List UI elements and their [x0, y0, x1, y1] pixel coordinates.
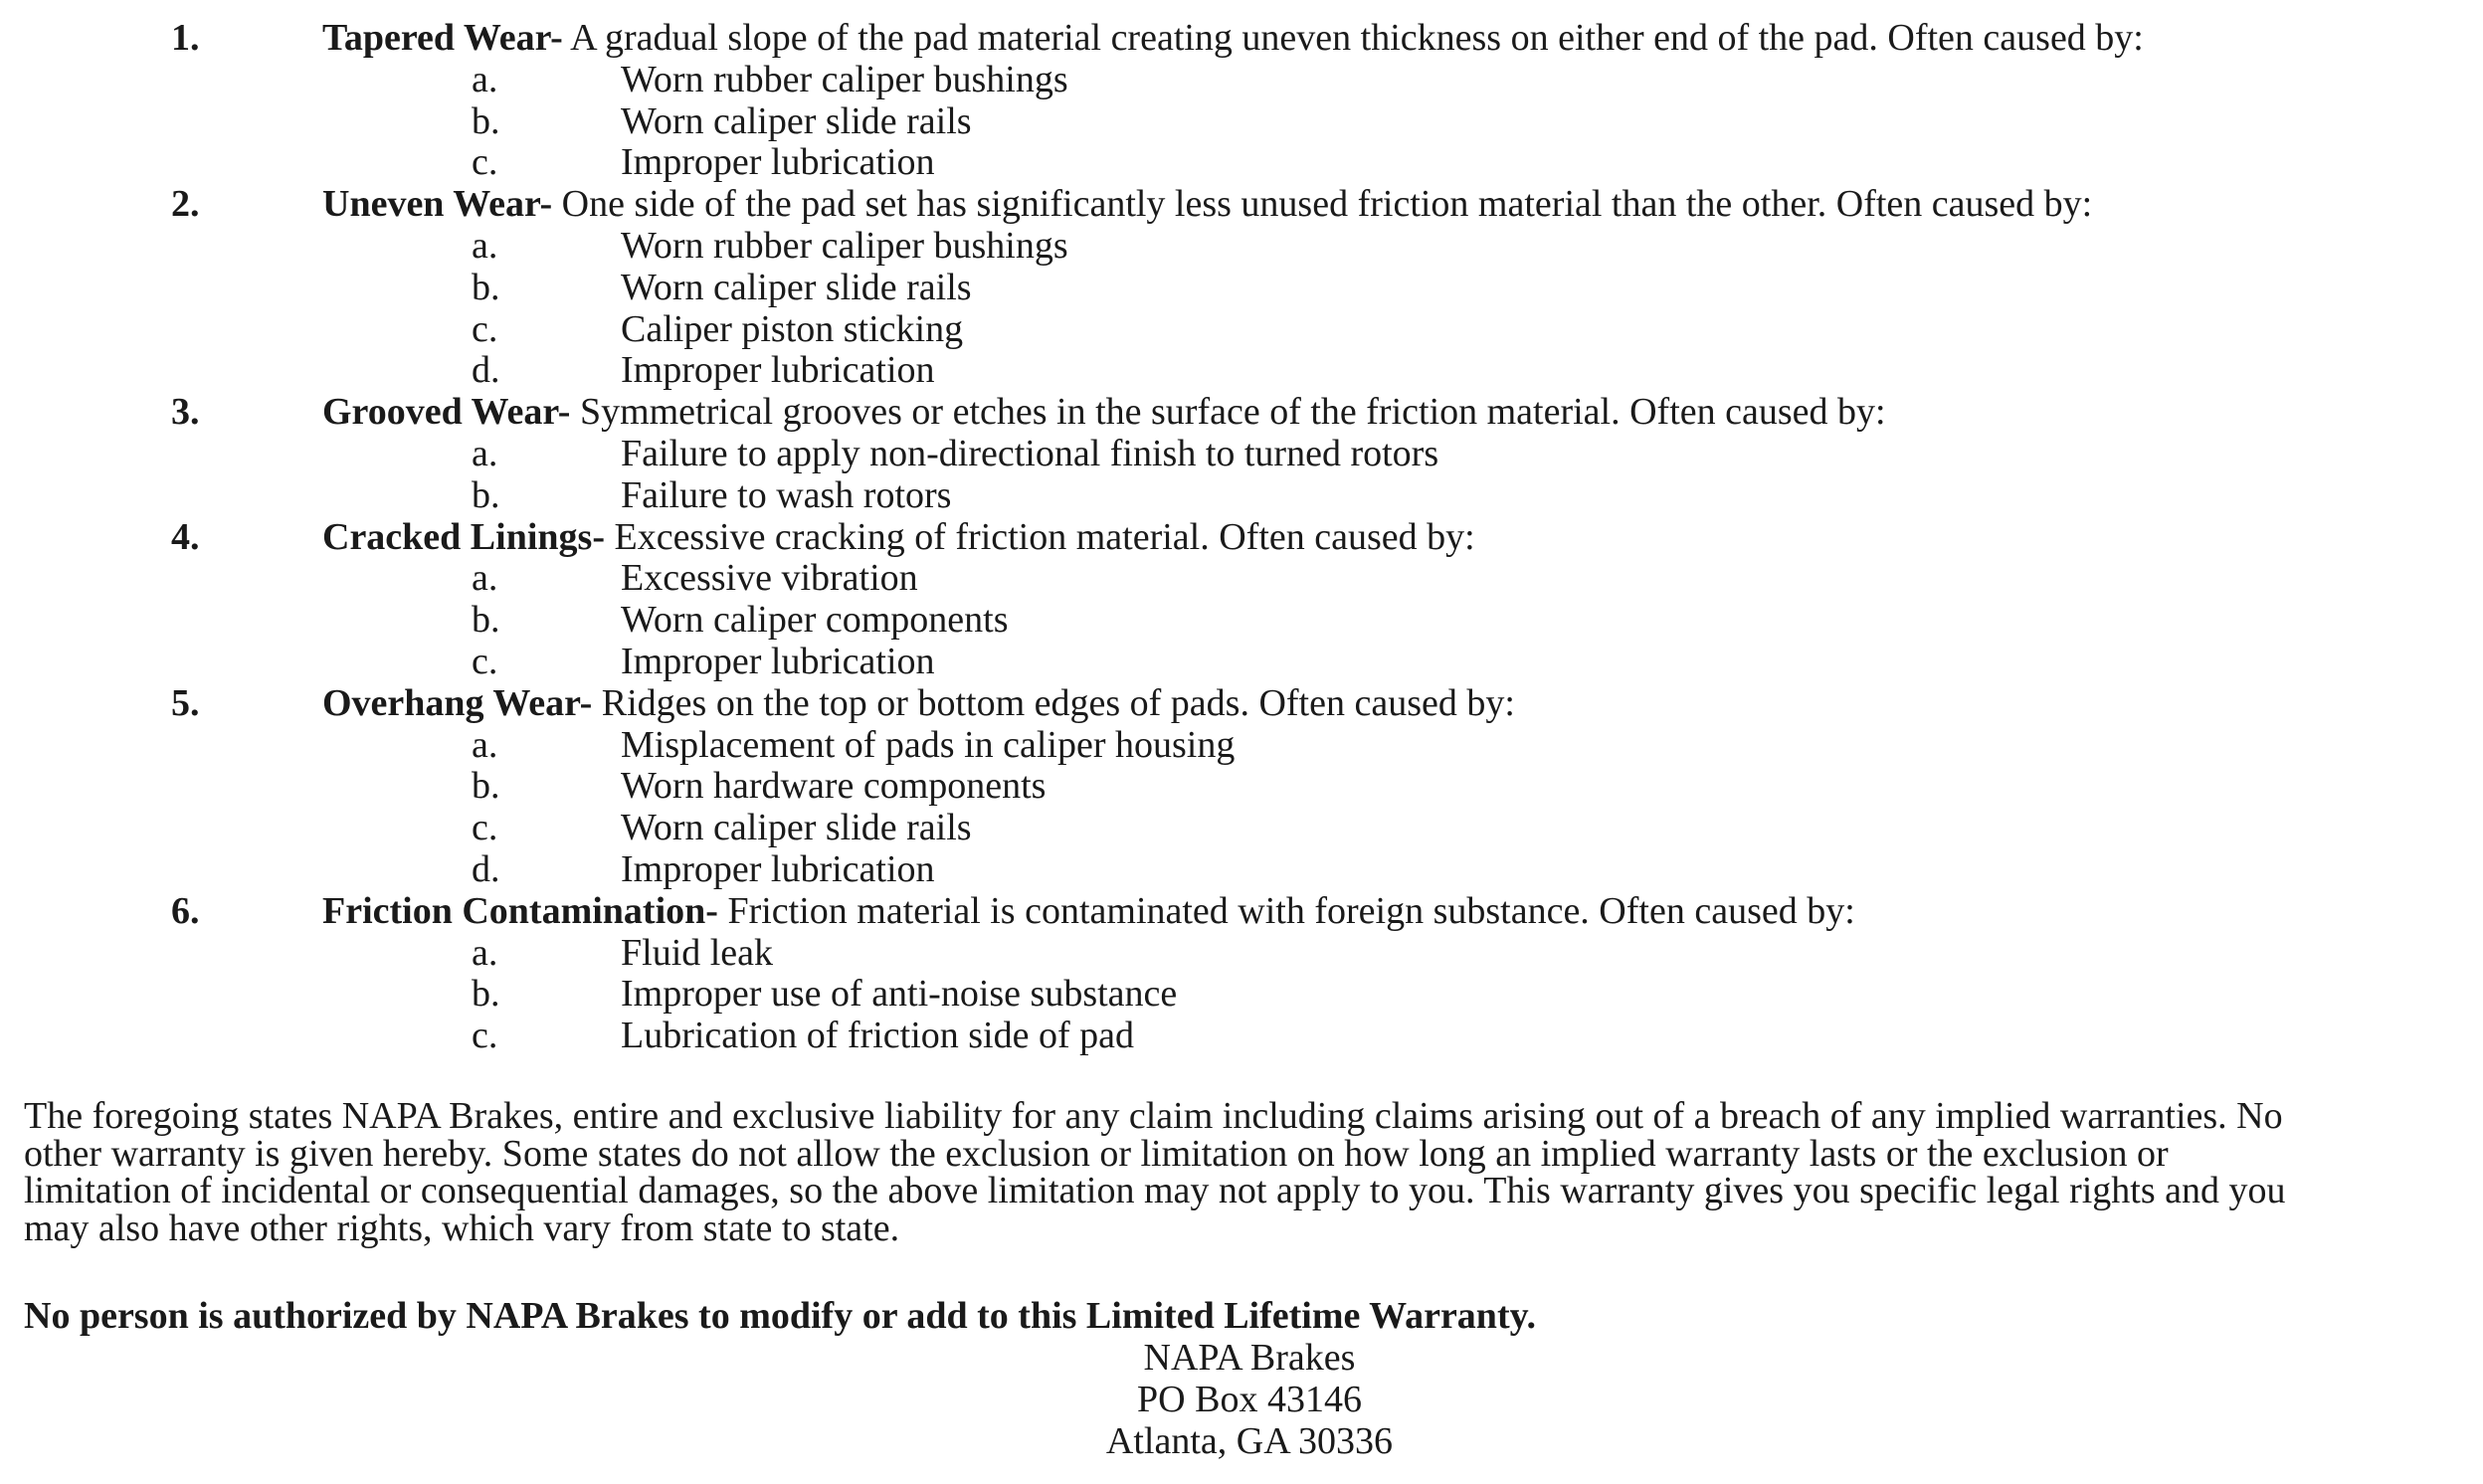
sub-item-letter: b.: [472, 599, 500, 642]
list-sub-item: [0, 1016, 2483, 1057]
list-sub-item: [0, 350, 2483, 392]
sub-item-text: Improper lubrication: [621, 349, 935, 392]
address-city: Atlanta, GA 30336: [1105, 1420, 1394, 1462]
sub-item-text: Worn caliper slide rails: [621, 266, 972, 308]
item-title: Grooved Wear-: [322, 391, 571, 434]
sub-item-letter: a.: [472, 224, 498, 267]
sub-item-text: Failure to apply non-directional finish to turned rotors: [621, 432, 1439, 474]
paragraph-line: may also have other rights, which vary from state to state.: [24, 1206, 900, 1249]
item-number: 2.: [171, 183, 200, 226]
sub-item-text: Excessive vibration: [621, 557, 918, 600]
item-number: 3.: [171, 391, 200, 434]
sub-item-text: Caliper piston sticking: [621, 307, 964, 350]
sub-item-letter: d.: [472, 349, 500, 392]
address-po-box: PO Box 43146: [1137, 1379, 1362, 1420]
item-title: Tapered Wear-: [322, 17, 563, 59]
item-description: A gradual slope of the pad material creating uneven thickness on either end of the pad. Often caused by:: [562, 17, 2144, 59]
item-heading: [322, 683, 1515, 725]
item-title: Friction Contamination-: [322, 889, 718, 932]
item-description: Friction material is contaminated with foreign substance. Often caused by:: [717, 889, 1855, 932]
list-sub-item: [0, 725, 2483, 767]
sub-item-text: Worn caliper components: [621, 599, 1009, 642]
sub-item-letter: a.: [472, 723, 498, 766]
item-heading: [322, 18, 2144, 60]
item-number: 6.: [171, 889, 200, 932]
sub-item-text: Fluid leak: [621, 931, 774, 974]
list-sub-item: [0, 475, 2483, 517]
item-description: Symmetrical grooves or etches in the surface of the friction material. Often caused by:: [570, 391, 1886, 434]
item-number: 1.: [171, 17, 200, 59]
sub-item-letter: c.: [472, 807, 498, 849]
item-heading: [322, 891, 1855, 933]
list-sub-item: [0, 600, 2483, 642]
sub-item-letter: c.: [472, 640, 498, 682]
paragraph-line: The foregoing states NAPA Brakes, entire and exclusive liability for any claim including claims arising out of a breach of any implied warranties. No: [24, 1095, 2283, 1137]
list-sub-item: [0, 974, 2483, 1016]
sub-item-letter: a.: [472, 432, 498, 474]
wear-causes-list: [0, 18, 2483, 1057]
list-sub-item: [0, 642, 2483, 683]
sub-item-text: Improper lubrication: [621, 847, 935, 890]
address-name: NAPA Brakes: [1143, 1337, 1356, 1379]
list-item-heading: [0, 184, 2483, 226]
list-sub-item: [0, 434, 2483, 475]
sub-item-text: Failure to wash rotors: [621, 473, 952, 516]
item-title: Overhang Wear-: [322, 681, 593, 724]
list-sub-item: [0, 226, 2483, 268]
sub-item-text: Misplacement of pads in caliper housing: [621, 723, 1236, 766]
sub-item-text: Worn hardware components: [621, 765, 1047, 808]
sub-item-letter: c.: [472, 141, 498, 184]
item-heading: [322, 184, 2092, 226]
sub-item-letter: b.: [472, 99, 500, 142]
sub-item-text: Worn rubber caliper bushings: [621, 224, 1068, 267]
item-title: Uneven Wear-: [322, 183, 553, 226]
sub-item-text: Worn caliper slide rails: [621, 807, 972, 849]
sub-item-letter: d.: [472, 847, 500, 890]
paragraph-line: limitation of incidental or consequential damages, so the above limitation may not apply to you. This warranty gives you specific legal rights and you: [24, 1170, 2286, 1211]
sub-item-text: Worn rubber caliper bushings: [621, 58, 1068, 100]
list-sub-item: [0, 849, 2483, 891]
list-item-heading: [0, 683, 2483, 725]
sub-item-text: Lubrication of friction side of pad: [621, 1015, 1135, 1057]
sub-item-text: Improper use of anti-noise substance: [621, 973, 1178, 1016]
sub-item-text: Improper lubrication: [621, 141, 935, 184]
item-number: 4.: [171, 515, 200, 558]
list-sub-item: [0, 268, 2483, 309]
sub-item-text: Worn caliper slide rails: [621, 99, 972, 142]
item-description: Ridges on the top or bottom edges of pads. Often caused by:: [592, 681, 1515, 724]
list-sub-item: [0, 558, 2483, 600]
warranty-paragraph: [24, 1095, 2461, 1249]
sub-item-letter: b.: [472, 473, 500, 516]
sub-item-text: Improper lubrication: [621, 640, 935, 682]
list-sub-item: [0, 309, 2483, 351]
list-sub-item: [0, 766, 2483, 808]
mailing-address: [0, 1337, 2483, 1462]
item-number: 5.: [171, 681, 200, 724]
sub-item-letter: b.: [472, 973, 500, 1016]
sub-item-letter: b.: [472, 266, 500, 308]
authorization-notice: No person is authorized by NAPA Brakes to modify or add to this Limited Lifetime Warranty.: [24, 1295, 1536, 1337]
paragraph-line: other warranty is given hereby. Some states do not allow the exclusion or limitation on how long an implied warranty lasts or the exclusion or: [24, 1132, 2169, 1175]
list-item-heading: [0, 891, 2483, 933]
item-heading: [322, 517, 1475, 559]
item-heading: [322, 392, 1886, 434]
sub-item-letter: a.: [472, 557, 498, 600]
item-description: One side of the pad set has significantly less unused friction material than the other. Often caused by:: [552, 183, 2093, 226]
sub-item-letter: c.: [472, 1015, 498, 1057]
list-sub-item: [0, 60, 2483, 101]
list-sub-item: [0, 933, 2483, 975]
list-item-heading: [0, 18, 2483, 60]
sub-item-letter: a.: [472, 931, 498, 974]
list-sub-item: [0, 101, 2483, 143]
list-item-heading: [0, 392, 2483, 434]
item-title: Cracked Linings-: [322, 515, 605, 558]
sub-item-letter: a.: [472, 58, 498, 100]
list-sub-item: [0, 808, 2483, 849]
sub-item-letter: c.: [472, 307, 498, 350]
sub-item-letter: b.: [472, 765, 500, 808]
list-sub-item: [0, 142, 2483, 184]
item-description: Excessive cracking of friction material. Often caused by:: [604, 515, 1475, 558]
list-item-heading: [0, 517, 2483, 559]
